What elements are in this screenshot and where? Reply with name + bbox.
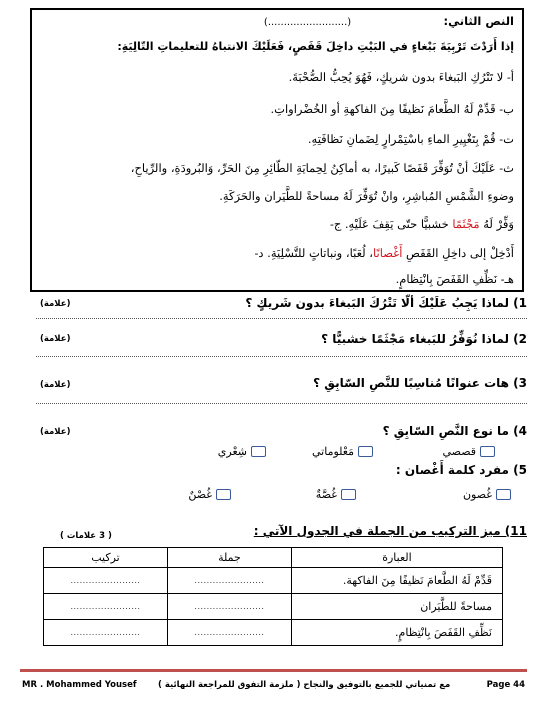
passage-item-a: أ- لا تَتْرُكِ البَبغاءَ بدون شريكٍ، فَهُوَ يُحِبُّ الصُّحْبَةَ. [288,70,514,84]
option-label: شِعْري [217,445,247,458]
passage-item-e [38,217,514,231]
question-3: 3) هات عنوانًا مُناسِبًا للنَّصِ السّابِقِ ؟ [313,376,527,390]
option-ghusun[interactable] [463,488,511,501]
checkbox[interactable] [341,489,356,500]
passage-item-e-post: خشبيًّا حتّى يَقِفَ عَلَيْهِ. ج- [329,217,453,231]
footer-rule [20,669,527,672]
option-poetic[interactable] [218,445,266,458]
passage-item-d-line2: وضوءِ الشَّمْسِ المُباشِرِ، وانْ تُوَفِّرَ لَهُ مساحةً للطَّيَران والحَرَكَةِ. [219,189,514,203]
passage-item-d-line1: ث- عَلَيْكَ أنْ تُوَفِّرَ قَفَصًا كَبيرًا، به أماكِنُ لِحِمايَةِ الطّائِرِ مِنَ الحَرِّ، وَالبُرودَةِ، والرِّياحِ، [130,161,514,175]
answer-line[interactable] [36,318,527,319]
highlight-word-perch: مَجْثَمًا [452,217,480,231]
title-blank: (.........................) [263,17,352,28]
option-informational[interactable] [312,445,373,458]
question-1: 1) لماذا يَجِبُ عَلَيْكَ ألّا تَتْرُكَ البَبغاءَ بدون شَريكٍ ؟ [245,296,527,310]
option-label: غُصَّةٌ [315,488,337,501]
classification-table [43,547,503,646]
footer-page-number: Page 44 [486,680,525,690]
option-label: غُصْنٌ [188,488,212,501]
answer-cell-sentence[interactable]: ....................... [167,620,291,646]
checkbox[interactable] [496,489,511,500]
passage-instruction: إذا أَرَدْتَ تَرْبِيَةَ بَبْغاءٍ في البَيْتِ داخِلَ قَفَصٍ، فَعَلَيْكَ الانتباهُ للتعليماتِ التّالِيَةِ: [117,40,514,53]
passage-item-f-post: ، لُعَبًا، ونباتاتٍ للتَّسْلِيَةِ. د- [254,246,373,260]
header-sentence: جملة [167,548,291,568]
passage-item-g: هـ- نَظِّفِ القَفَصَ بِانْتِظامٍ. [395,272,514,286]
passage-item-f-pre: أَدْخِلْ إلى داخِلِ القَفَصِ [402,246,514,260]
table-row [44,620,503,646]
passage-title-line [38,14,514,28]
table-cell-phrase: نَظِّفِ القَفَصَ بِانْتِظامٍ. [291,620,502,646]
table-row [44,594,503,620]
table-header-row [44,548,503,568]
question-11 [254,524,527,538]
question-4: 4) ما نوع النَّصِ السّابِقِ ؟ [382,424,527,438]
checkbox[interactable] [251,446,266,457]
header-phrase: العبارة [291,548,502,568]
passage-item-f [38,246,514,260]
checkbox[interactable] [480,446,495,457]
option-narrative[interactable] [442,445,495,458]
answer-cell-construct[interactable]: ....................... [44,620,168,646]
highlight-word-branches: أَغْصانًا [373,246,403,260]
option-ghusn[interactable] [188,488,231,501]
mark-label-3: ( 3 علامات ) [60,531,112,541]
answer-cell-construct[interactable]: ....................... [44,594,168,620]
passage-box [30,8,524,292]
table-cell-phrase: قَدِّمْ لَهُ الطَّعامَ نَظيفًا مِنَ الفاكهة. [291,568,502,594]
answer-line[interactable] [36,356,527,357]
mark-label: (علامة) [40,299,71,309]
table-cell-phrase: مساحةً للطَّيَران [291,594,502,620]
footer-author: MR . Mohammed Yousef [22,680,137,690]
table-row [44,568,503,594]
mark-label: (علامة) [40,380,71,390]
option-label: قصصي [442,445,476,458]
answer-cell-sentence[interactable]: ....................... [167,568,291,594]
option-label: مَعْلوماتي [312,445,354,458]
passage-item-c: ت- قُمْ بِتَغْيِيرِ الماءِ باسْتِمْرارٍ لِضَمانِ نَظافَتِهِ. [307,132,514,146]
mark-label: (علامة) [40,334,71,344]
mark-label: (علامة) [40,427,71,437]
passage-item-b: ب- قَدِّمْ لَهُ الطَّعامَ نَظيفًا مِنَ الفاكهةِ أو الخُضْراواتِ. [270,102,514,116]
passage-item-e-pre: وَفِّرْ لَهُ [479,217,514,231]
footer-center-text: مع تمنياتي للجميع بالتوفيق والنجاح ( ملزمة التفوق للمراجعة النهائية ) [158,680,451,690]
passage-title: النص الثاني: [443,14,514,28]
option-ghussa[interactable] [316,488,356,501]
question-2: 2) لماذا نُوَفِّرُ للبَبغاء مَجْثَمًا خشبيًّا ؟ [321,332,527,346]
checkbox[interactable] [358,446,373,457]
option-label: غُصون [462,488,492,501]
header-construct: تركيب [44,548,168,568]
answer-cell-construct[interactable]: ....................... [44,568,168,594]
checkbox[interactable] [216,489,231,500]
answer-line[interactable] [36,403,527,404]
answer-cell-sentence[interactable]: ....................... [167,594,291,620]
question-5: 5) مفرد كلمة أَغْصان : [395,463,527,477]
question-11-text: 11) ميز التركيب من الجملة في الجدول الآتي : [253,524,527,538]
